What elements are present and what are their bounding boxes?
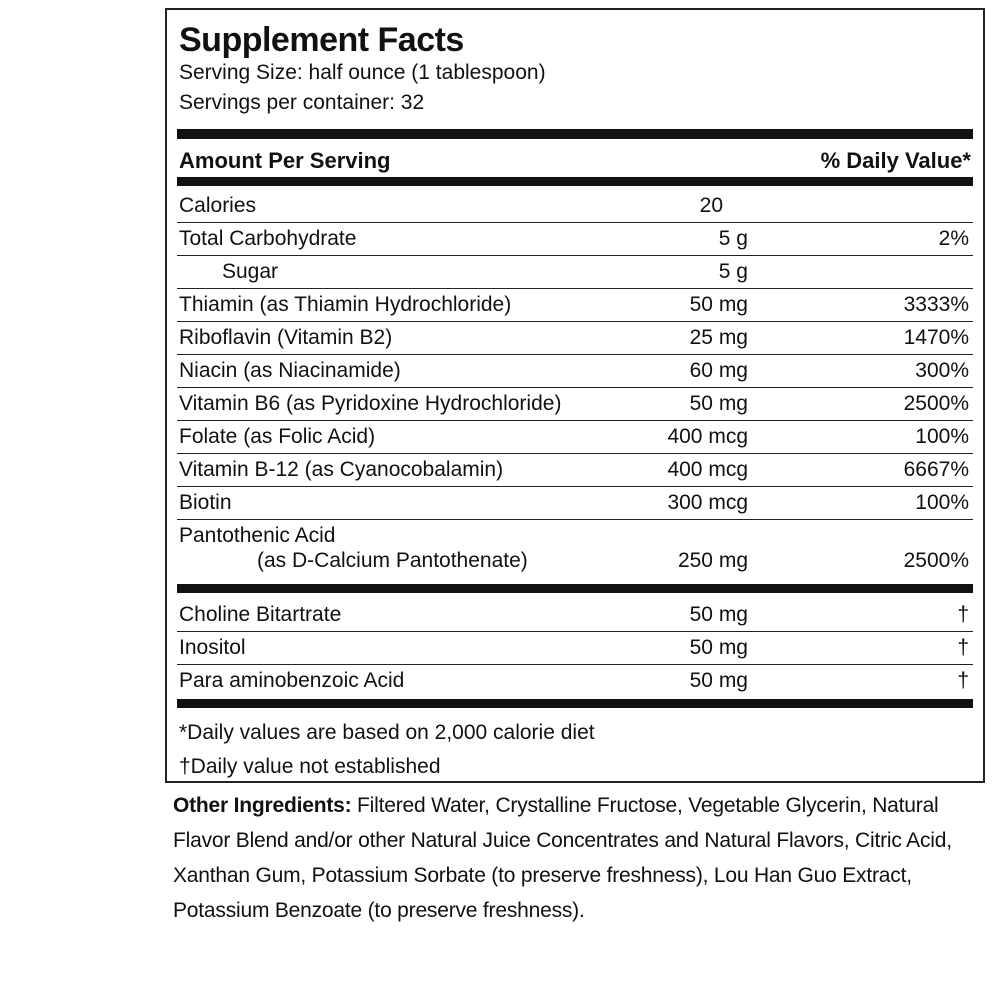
nutrient-row-total-carbohydrate (177, 223, 973, 256)
nutrient-row-thiamin (177, 289, 973, 322)
nutrient-name: Total Carbohydrate (179, 227, 357, 250)
nutrient-daily-value: 2500% (903, 549, 969, 572)
nutrient-daily-value: 2% (938, 227, 969, 250)
nutrient-amount: 50 mg (689, 392, 748, 415)
nutrient-name: Sugar (222, 260, 279, 283)
nutrient-amount: 50 mg (689, 293, 748, 316)
nutrient-row-para-aminobenzoic-acid (177, 665, 973, 698)
nutrient-amount: 5 g (718, 260, 748, 283)
nutrient-name: Folate (as Folic Acid) (179, 425, 376, 448)
other-ingredients (173, 788, 993, 928)
nutrient-daily-value: † (957, 669, 969, 692)
nutrient-name: Calories (179, 194, 257, 217)
nutrient-row-riboflavin (177, 322, 973, 355)
nutrient-amount: 5 g (718, 227, 748, 250)
nutrient-daily-value: 100% (915, 491, 969, 514)
nutrient-amount: 300 mcg (667, 491, 748, 514)
thick-divider (177, 584, 973, 593)
nutrient-table (177, 190, 973, 578)
nutrient-row-choline-bitartrate (177, 599, 973, 632)
nutrient-amount: 50 mg (689, 603, 748, 626)
nutrient-name: Thiamin (as Thiamin Hydrochloride) (179, 293, 512, 316)
nutrient-daily-value: 3333% (903, 293, 969, 316)
nutrient-row-folate (177, 421, 973, 454)
thick-divider (177, 177, 973, 186)
nutrient-row-sugar (177, 256, 973, 289)
thick-divider (177, 699, 973, 708)
other-nutrients-table (177, 599, 973, 698)
nutrient-name: Vitamin B-12 (as Cyanocobalamin) (179, 458, 504, 481)
nutrient-row-biotin (177, 487, 973, 520)
not-established-footnote: †Daily value not established (179, 755, 441, 778)
nutrient-name: Inositol (179, 636, 246, 659)
nutrient-name: Para aminobenzoic Acid (179, 669, 405, 692)
nutrient-row-vitamin-b6 (177, 388, 973, 421)
nutrient-row-inositol (177, 632, 973, 665)
nutrient-daily-value: 2500% (903, 392, 969, 415)
thick-divider (177, 129, 973, 139)
panel-title: Supplement Facts (179, 21, 464, 59)
nutrient-amount: 25 mg (689, 326, 748, 349)
nutrient-name: Riboflavin (Vitamin B2) (179, 326, 393, 349)
nutrient-amount: 400 mcg (667, 458, 748, 481)
amount-per-serving-header: Amount Per Serving (179, 148, 391, 173)
nutrient-amount: 250 mg (677, 549, 748, 572)
nutrient-row-calories (177, 190, 973, 223)
nutrient-daily-value: 300% (915, 359, 969, 382)
nutrient-name: Pantothenic Acid (179, 524, 336, 547)
other-ingredients-label: Other Ingredients: (173, 794, 352, 817)
nutrient-name: Choline Bitartrate (179, 603, 342, 626)
nutrient-daily-value: 100% (915, 425, 969, 448)
nutrient-amount: 20 (699, 194, 723, 217)
nutrient-amount: 400 mcg (667, 425, 748, 448)
daily-value-footnote: *Daily values are based on 2,000 calorie diet (179, 721, 595, 744)
other-ingredients-text: Filtered Water, Crystalline Fructose, Vegetable Glycerin, Natural Flavor Blend and/or other Natural Juice Concentrates and Natural Flavors, Citric Acid, Xanthan Gum, Potassium Sorbate (to preserve freshness), Lou Han Guo Extract, Potassium Benzoate (to preserve freshness). (173, 794, 952, 922)
nutrient-daily-value: † (957, 636, 969, 659)
servings-per-container: Servings per container: 32 (179, 91, 425, 114)
nutrient-name-detail: (as D-Calcium Pantothenate) (257, 549, 528, 572)
nutrient-name: Biotin (179, 491, 232, 514)
nutrient-amount: 50 mg (689, 669, 748, 692)
serving-size: Serving Size: half ounce (1 tablespoon) (179, 61, 546, 84)
nutrient-amount: 50 mg (689, 636, 748, 659)
nutrient-row-vitamin-b12 (177, 454, 973, 487)
nutrient-daily-value: 6667% (903, 458, 969, 481)
supplement-facts-panel (165, 8, 985, 783)
nutrient-amount: 60 mg (689, 359, 748, 382)
nutrient-name: Niacin (as Niacinamide) (179, 359, 401, 382)
nutrient-row-niacin (177, 355, 973, 388)
nutrient-name: Vitamin B6 (as Pyridoxine Hydrochloride) (179, 392, 562, 415)
nutrient-row-pantothenic-acid (177, 520, 973, 578)
daily-value-header: % Daily Value* (820, 148, 971, 173)
nutrient-daily-value: † (957, 603, 969, 626)
nutrient-daily-value: 1470% (903, 326, 969, 349)
